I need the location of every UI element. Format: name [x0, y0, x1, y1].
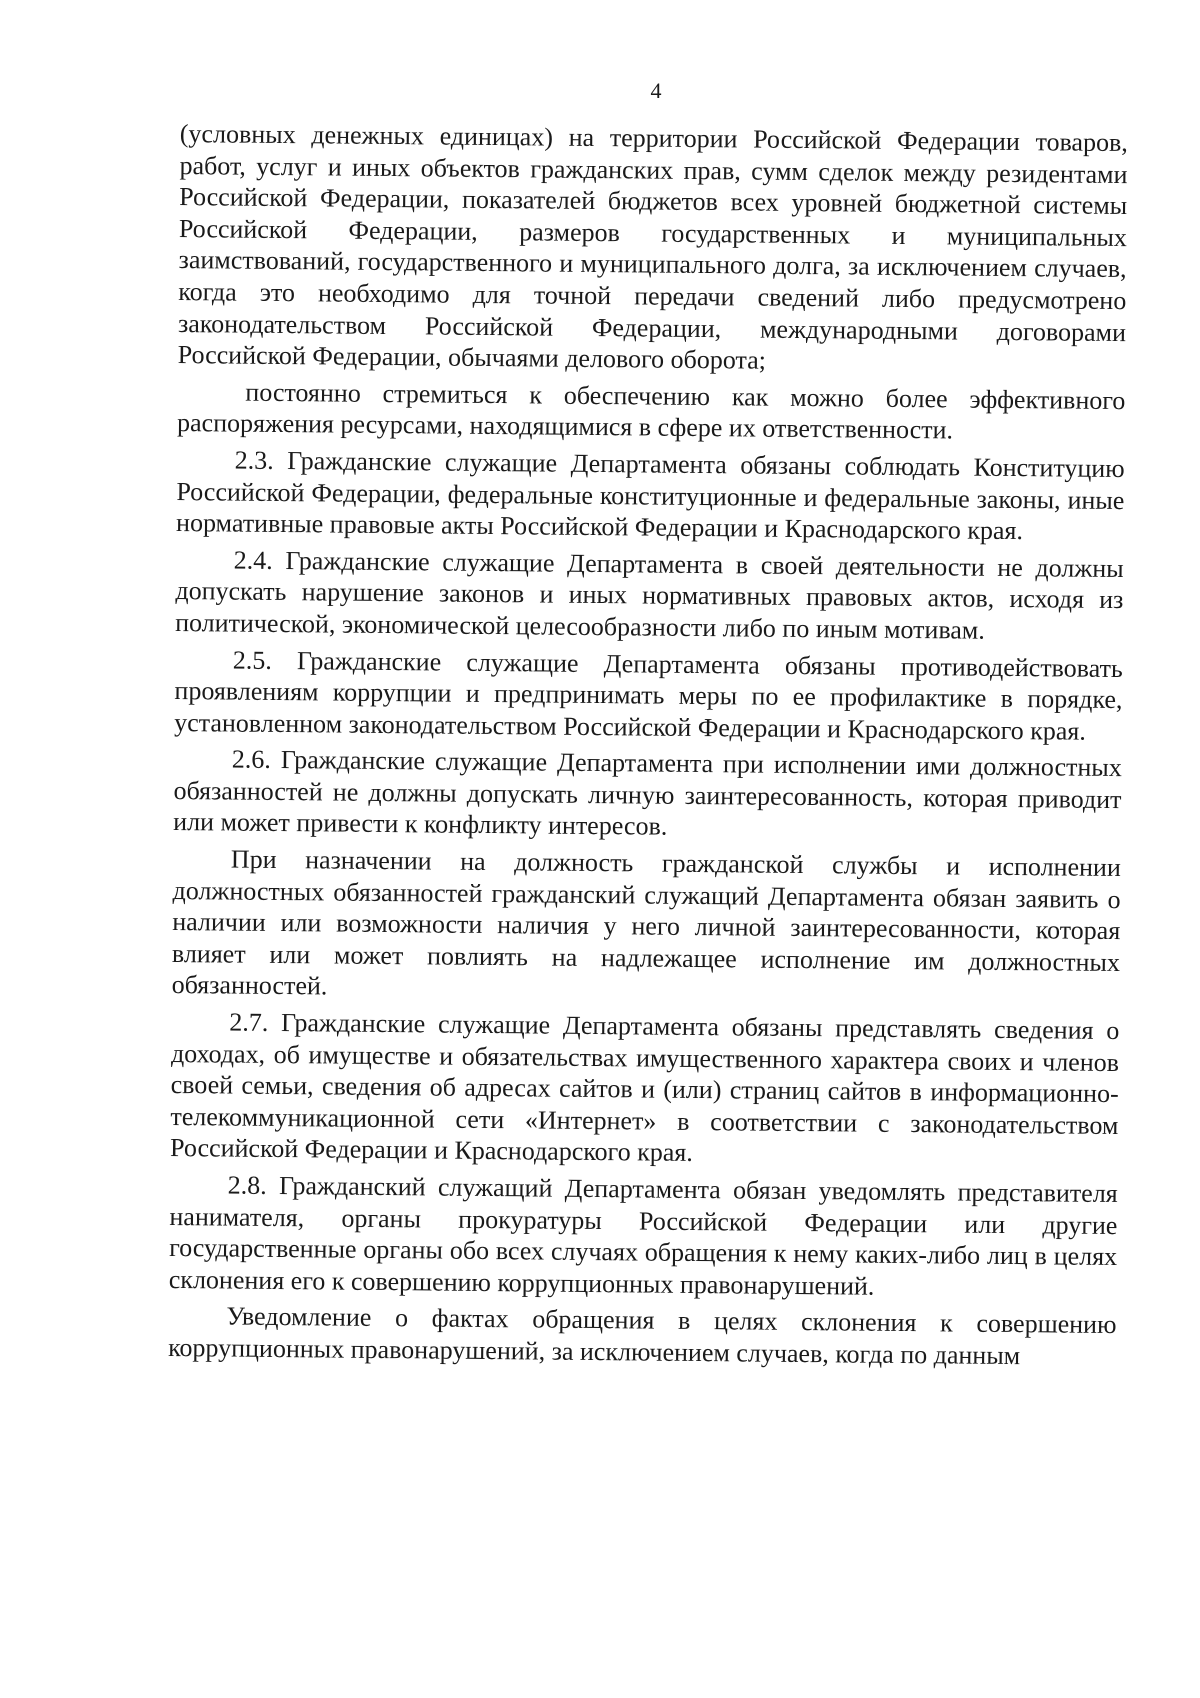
paragraph-2-6-appointment: При назначении на должность гражданской службы и исполнении должностных обязанностей гражданский служащий Департамента обязан заявить о наличии или возможности наличия у него личной заинтересованности, которая влияет или может повлиять на надлежащее исполнение им должностных обязанностей.	[171, 844, 1121, 1001]
paragraph-2-4: 2.4. Гражданские служащие Департамента в своей деятельности не должны допускать нарушение законов и иных нормативных правовых актов, исходя из политической, экономической целесообразности либо по иным мотивам.	[175, 545, 1124, 645]
paragraph-2-5: 2.5. Гражданские служащие Департамента обязаны противодействовать проявлениям коррупции и предпринимать меры по ее профилактике в порядке, установленном законодательством Российской Федерации и Краснодарского края.	[174, 645, 1123, 746]
paragraph-2-3: 2.3. Гражданские служащие Департамента обязаны соблюдать Конституцию Российской Федерации, федеральные конституционные и федеральные законы, иные нормативные правовые акты Российской Федерации и Краснодарского края.	[175, 445, 1125, 546]
paragraph-2-6: 2.6. Гражданские служащие Департамента при исполнении ими должностных обязанностей не должны допускать личную заинтересованность, которая приводит или может привести к конфликту интересов.	[173, 744, 1122, 842]
paragraph-resources: постоянно стремиться к обеспечению как можно более эффективного распоряжения ресурсами, находящимися в сфере их ответственности.	[176, 377, 1126, 445]
page-number: 4	[650, 78, 662, 103]
paragraph-2-8-notification: Уведомление о фактах обращения в целях склонения к совершению коррупционных правонарушений, за исключением случаев, когда по данным	[168, 1301, 1117, 1371]
document-body	[168, 118, 1128, 1378]
paragraph-2-8: 2.8. Гражданский служащий Департамента обязан уведомлять представителя нанимателя, органы прокуратуры Российской Федерации или другие государственные органы обо всех случаях обращения к нему каких-либо лиц в целях склонения его к совершению коррупционных правонарушений.	[168, 1170, 1118, 1301]
paragraph-2-7: 2.7. Гражданские служащие Департамента обязаны представлять сведения о доходах, об имуществе и обязательствах имущественного характера своих и членов своей семьи, сведения об адресах сайтов и (или) страниц сайтов в информационно-телекоммуникационной сети «Интернет» в соответствии с законодательством Российской Федерации и Краснодарского края.	[169, 1007, 1120, 1168]
paragraph-continuation: (условных денежных единицах) на территории Российской Федерации товаров, работ, услуг и иных объектов гражданских прав, сумм сделок между резидентами Российской Федерации, показателей бюджетов всех уровней бюджетной системы Российской Федерации, размеров государственных и муниципальных заимствований, государственного и муниципального долга, за исключением случаев, когда это необходимо для точной передачи сведений либо предусмотрено законодательством Российской Федерации, международными договорами Российской Федерации, обычаями делового оборота;	[177, 118, 1128, 375]
